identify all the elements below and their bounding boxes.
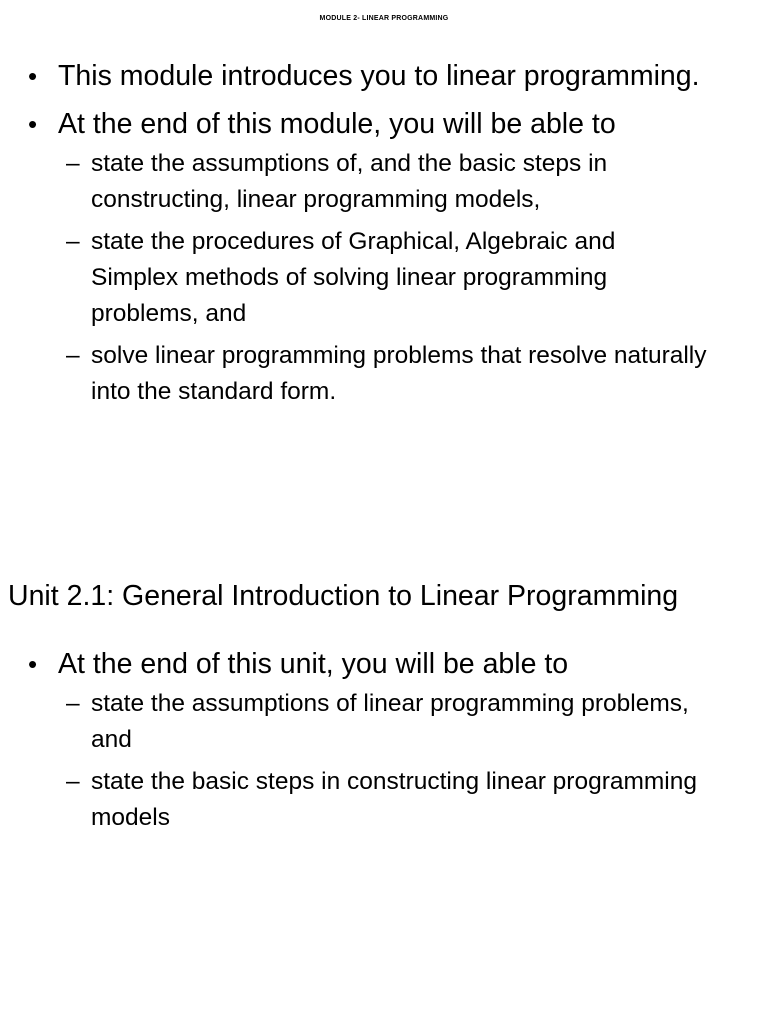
dash-glyph: – <box>66 768 80 795</box>
bullet-item <box>0 104 768 144</box>
bullet-text: At the end of this module, you will be able to <box>58 108 616 140</box>
sub-item-list <box>0 146 768 410</box>
unit-section <box>0 574 768 842</box>
bullet-text: At the end of this unit, you will be able to <box>58 648 569 680</box>
dash-glyph: – <box>66 690 80 717</box>
sub-item <box>0 338 768 410</box>
dash-glyph: – <box>66 228 80 255</box>
sub-item <box>0 224 768 332</box>
module-intro-section <box>0 56 768 416</box>
sub-item-text: state the assumptions of, and the basic steps in constructing, linear programming models, <box>91 150 608 213</box>
sub-item-list <box>0 686 768 836</box>
dash-glyph: – <box>66 342 80 369</box>
bullet-glyph: • <box>28 61 38 91</box>
sub-item <box>0 146 768 218</box>
sub-item <box>0 686 768 758</box>
sub-item-text: state the basic steps in constructing linear programming models <box>91 768 697 831</box>
bullet-item <box>0 644 768 684</box>
bullet-item <box>0 56 768 96</box>
dash-glyph: – <box>66 150 80 177</box>
sub-item-text: solve linear programming problems that resolve naturally into the standard form. <box>91 342 707 405</box>
module-header: MODULE 2- LINEAR PROGRAMMING <box>319 15 449 22</box>
unit-title: Unit 2.1: General Introduction to Linear Programming <box>8 580 679 612</box>
bullet-glyph: • <box>28 649 38 679</box>
sub-item <box>0 764 768 836</box>
bullet-text: This module introduces you to linear programming. <box>58 60 700 92</box>
sub-item-text: state the assumptions of linear programming problems, and <box>91 690 689 753</box>
sub-item-text: state the procedures of Graphical, Algebraic and Simplex methods of solving linear programming problems, and <box>91 228 616 327</box>
bullet-glyph: • <box>28 109 38 139</box>
